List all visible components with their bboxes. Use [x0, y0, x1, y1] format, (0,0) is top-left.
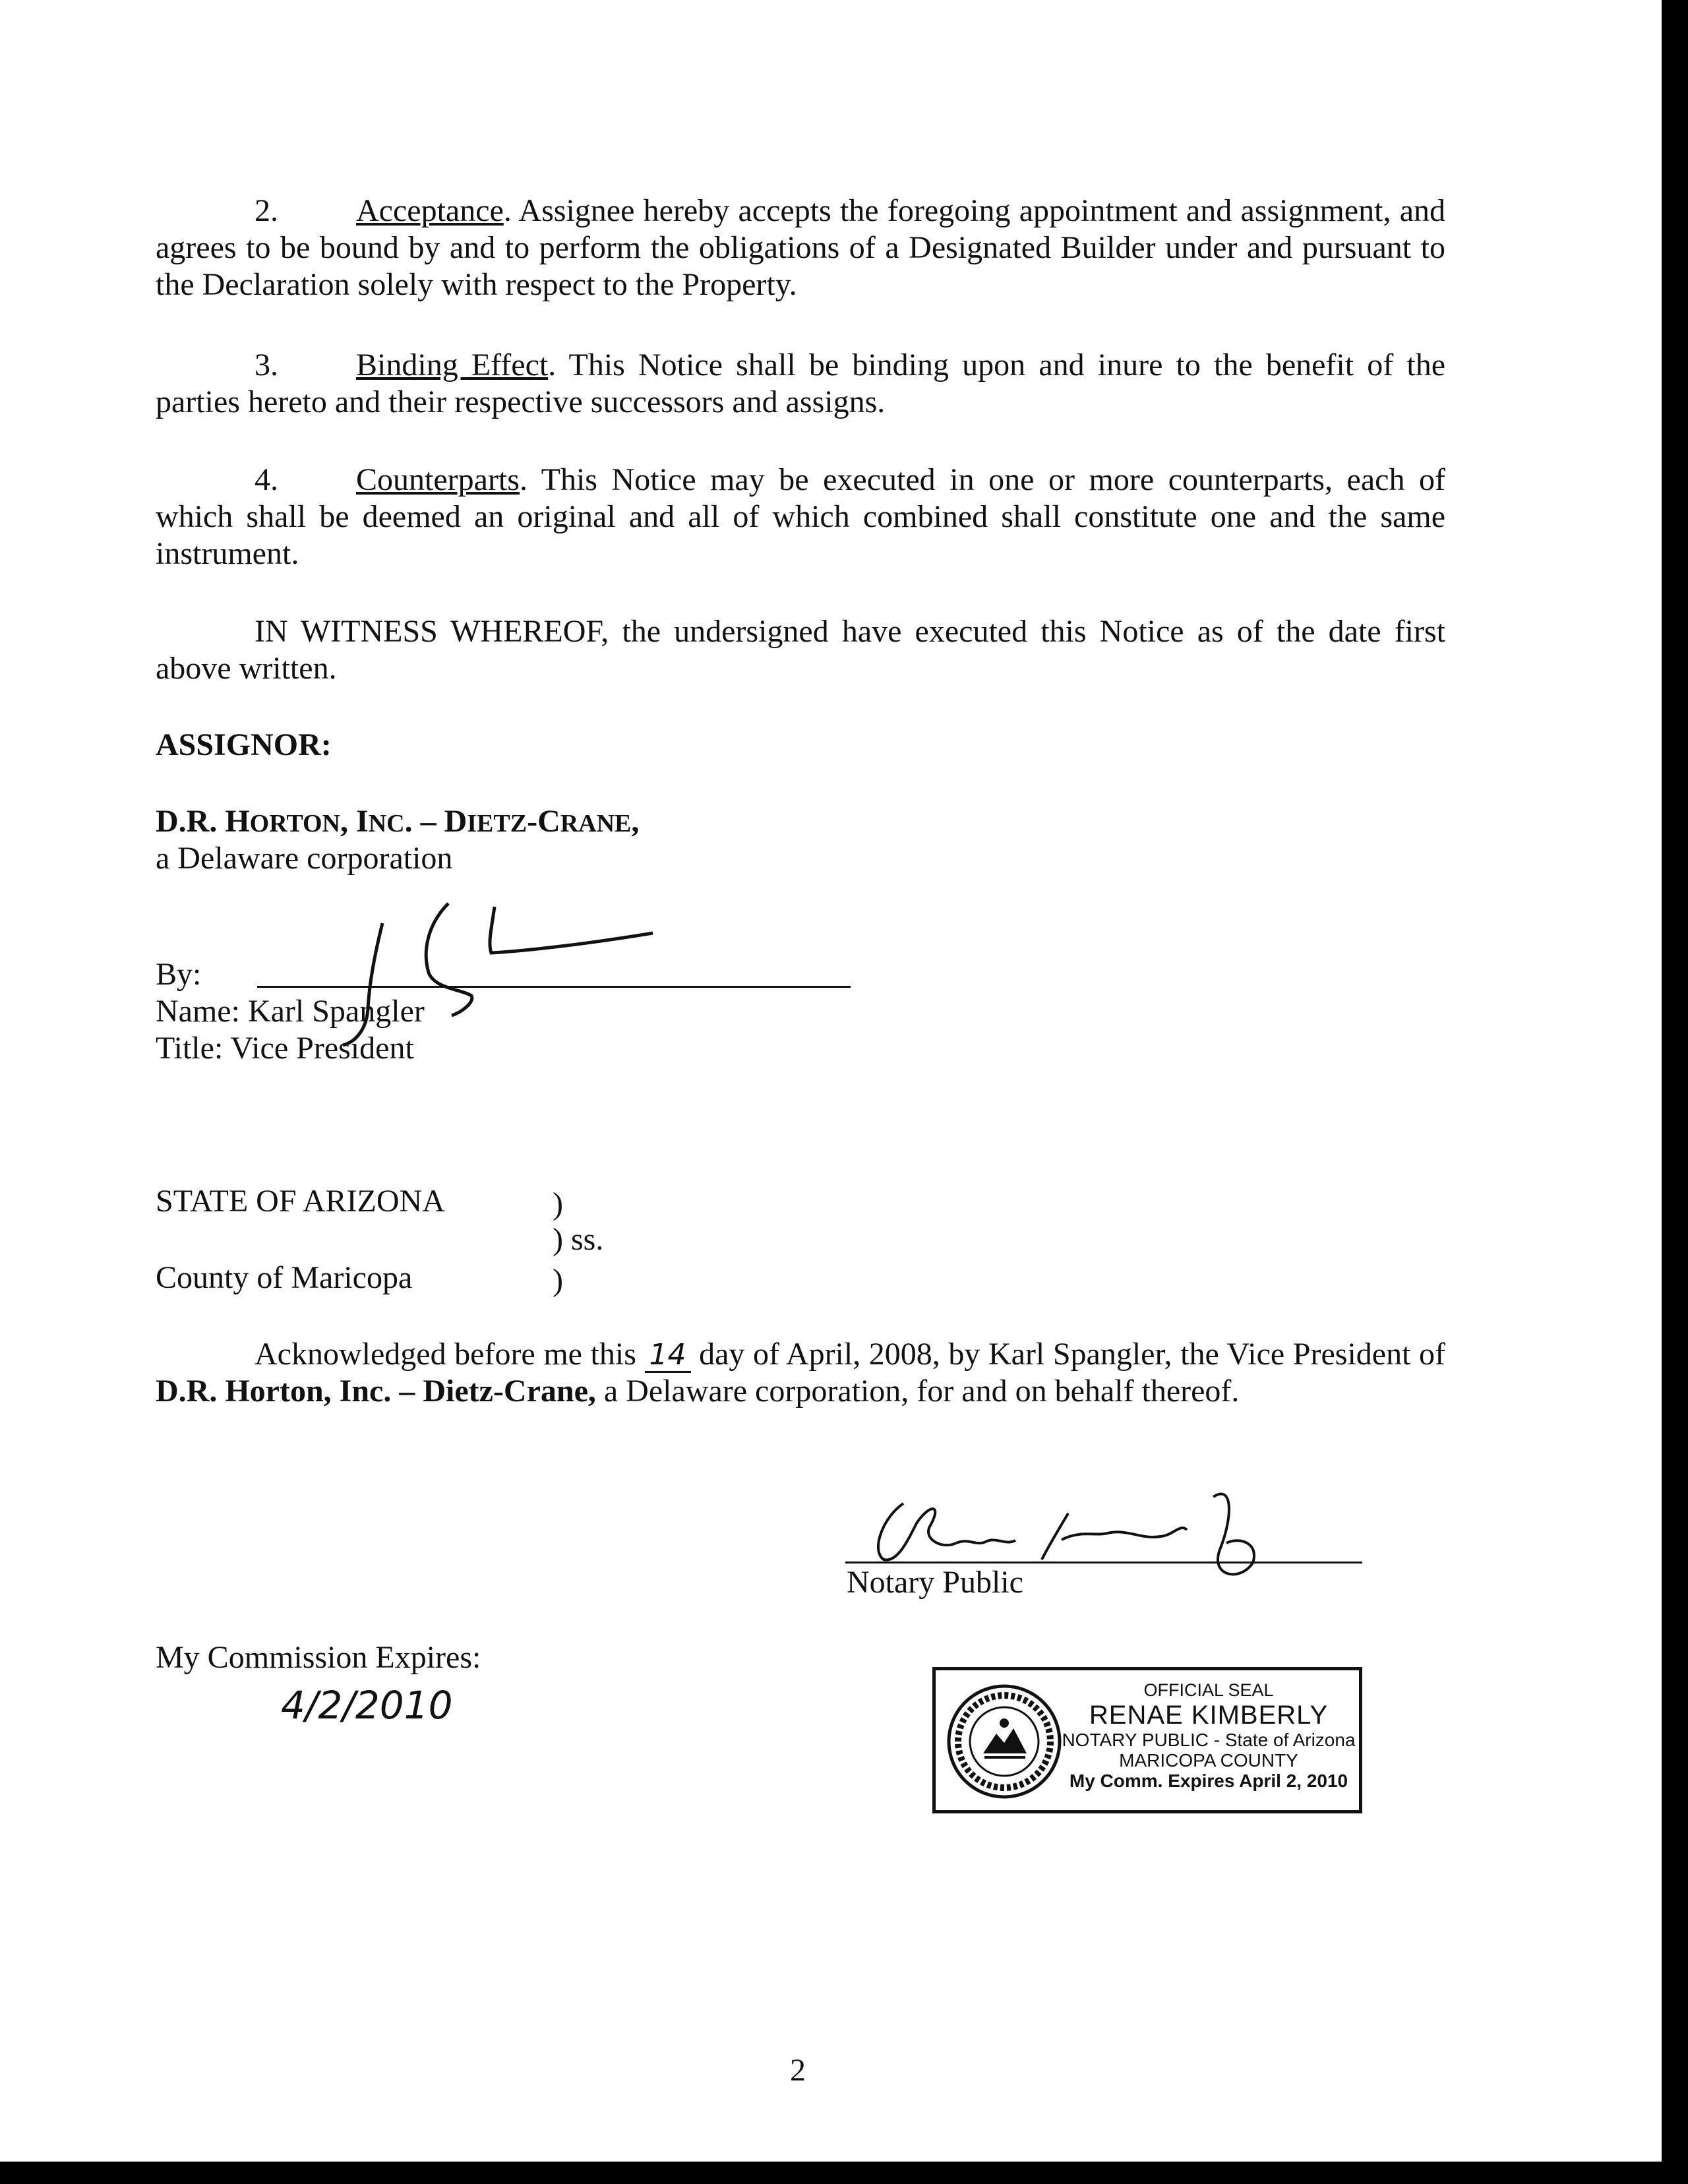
venue-state: STATE OF ARIZONA [156, 1184, 445, 1219]
seal-line-notary: NOTARY PUBLIC - State of Arizona [1062, 1730, 1356, 1750]
section-acceptance [156, 193, 1445, 303]
section-heading: Acceptance [356, 193, 504, 228]
seal-line-name: RENAE KIMBERLY [1089, 1701, 1329, 1730]
witness-paragraph [156, 613, 1445, 687]
section-binding-effect [156, 347, 1445, 421]
section-text: . This Notice shall be binding upon and inure to the benefit of the parties hereto and their respective successors and assigns. [156, 348, 1446, 419]
section-heading: Binding Effect [356, 348, 549, 382]
notary-label: Notary Public [847, 1565, 1023, 1600]
section-text: . This Notice may be executed in one or more counterparts, each of which shall be deemed an original and all of which combined shall constitute one and the same instrument. [156, 462, 1445, 571]
signer-title: Title: Vice President [156, 1031, 414, 1066]
section-number: 3. [255, 348, 278, 382]
seal-line-county: MARICOPA COUNTY [1119, 1750, 1298, 1771]
acknowledgment-paragraph: Acknowledged before me this 14 day of April, 2008, by Karl Spangler, the Vice President of D.R. Horton, Inc. – Dietz-Crane, a Delaware corporation, for and on behalf thereof. [156, 1337, 1446, 1409]
section-number: 2. [255, 193, 278, 228]
by-label: By: [156, 957, 202, 992]
notary-signature-line [845, 1562, 1362, 1563]
venue-ss: ) ss. [553, 1222, 604, 1257]
signer-name: Name: Karl Spangler [156, 994, 425, 1029]
venue-paren-1: ) [553, 1186, 563, 1221]
assignor-heading: ASSIGNOR: [156, 727, 332, 762]
notary-seal-stamp [932, 1667, 1362, 1813]
company-name: D.R. HORTON, INC. – DIETZ-CRANE, [156, 804, 640, 839]
arizona-seal-emblem-icon [945, 1682, 1064, 1801]
witness-text: IN WITNESS WHEREOF, the undersigned have executed this Notice as of the date first above written. [156, 614, 1445, 686]
section-number: 4. [255, 462, 278, 497]
commission-label: My Commission Expires: [156, 1640, 481, 1675]
venue-county: County of Maricopa [156, 1260, 413, 1295]
section-counterparts [156, 462, 1445, 572]
page-number: 2 [790, 2053, 806, 2088]
scan-border-right [1662, 0, 1688, 2184]
seal-line-expires: My Comm. Expires April 2, 2010 [1069, 1771, 1348, 1791]
venue-paren-3: ) [553, 1263, 563, 1298]
section-heading: Counterparts [356, 462, 520, 497]
seal-line-official: OFFICIAL SEAL [1143, 1680, 1274, 1700]
company-descriptor: a Delaware corporation [156, 841, 453, 876]
seal-text [1058, 1680, 1359, 1792]
scan-border-bottom [0, 2162, 1688, 2184]
acknowledgment-day: 14 [645, 1339, 691, 1373]
section-text: . Assignee hereby accepts the foregoing appointment and assignment, and agrees to be bound by and to perform the obligations of a Designated Builder under and pursuant to the Declaration solely with respect to the Property. [156, 193, 1445, 302]
commission-date: 4/2/2010 [281, 1683, 453, 1728]
